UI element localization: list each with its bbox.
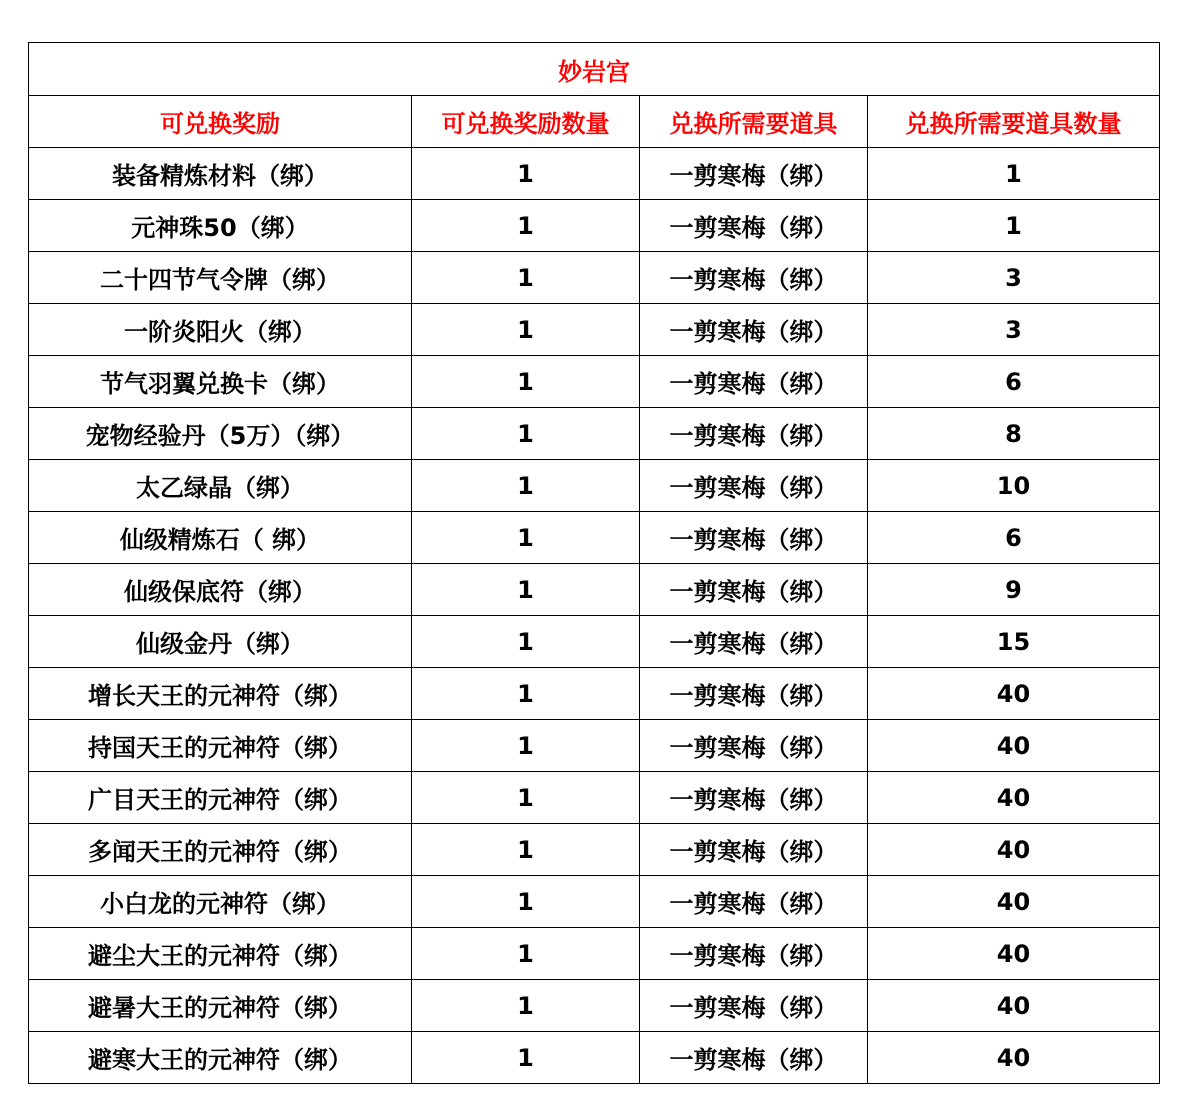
cell-required-item: 一剪寒梅（绑） (640, 824, 868, 876)
title-row (29, 43, 1160, 96)
cell-reward: 装备精炼材料（绑） (29, 148, 412, 200)
cell-reward: 节气羽翼兑换卡（绑） (29, 356, 412, 408)
cell-reward: 太乙绿晶（绑） (29, 460, 412, 512)
table-row (29, 772, 1160, 824)
header-required-item: 兑换所需要道具 (640, 96, 868, 148)
table-row (29, 668, 1160, 720)
cell-required-item: 一剪寒梅（绑） (640, 200, 868, 252)
cell-reward: 避寒大王的元神符（绑） (29, 1032, 412, 1084)
cell-required-qty: 1 (868, 200, 1160, 252)
cell-required-qty: 3 (868, 252, 1160, 304)
cell-reward: 元神珠50（绑） (29, 200, 412, 252)
cell-required-item: 一剪寒梅（绑） (640, 356, 868, 408)
cell-required-qty: 40 (868, 928, 1160, 980)
table-row (29, 200, 1160, 252)
cell-reward-qty: 1 (412, 824, 640, 876)
header-reward-qty: 可兑换奖励数量 (412, 96, 640, 148)
cell-reward: 仙级精炼石（ 绑） (29, 512, 412, 564)
cell-reward-qty: 1 (412, 668, 640, 720)
table-row (29, 876, 1160, 928)
cell-required-item: 一剪寒梅（绑） (640, 304, 868, 356)
header-reward: 可兑换奖励 (29, 96, 412, 148)
cell-reward-qty: 1 (412, 1032, 640, 1084)
table-row (29, 460, 1160, 512)
cell-required-item: 一剪寒梅（绑） (640, 616, 868, 668)
header-row (29, 96, 1160, 148)
cell-reward: 多闻天王的元神符（绑） (29, 824, 412, 876)
cell-required-item: 一剪寒梅（绑） (640, 980, 868, 1032)
cell-required-qty: 40 (868, 772, 1160, 824)
cell-required-qty: 3 (868, 304, 1160, 356)
cell-required-qty: 40 (868, 668, 1160, 720)
table-row (29, 304, 1160, 356)
cell-required-qty: 40 (868, 1032, 1160, 1084)
table-row (29, 356, 1160, 408)
cell-required-qty: 40 (868, 720, 1160, 772)
cell-required-item: 一剪寒梅（绑） (640, 512, 868, 564)
cell-reward-qty: 1 (412, 512, 640, 564)
cell-reward: 避尘大王的元神符（绑） (29, 928, 412, 980)
cell-reward-qty: 1 (412, 252, 640, 304)
table-row (29, 824, 1160, 876)
exchange-table (28, 42, 1160, 1084)
cell-reward: 避暑大王的元神符（绑） (29, 980, 412, 1032)
cell-reward-qty: 1 (412, 408, 640, 460)
table-row (29, 980, 1160, 1032)
cell-reward-qty: 1 (412, 304, 640, 356)
table-row (29, 148, 1160, 200)
cell-reward: 仙级金丹（绑） (29, 616, 412, 668)
cell-required-qty: 9 (868, 564, 1160, 616)
table-row (29, 1032, 1160, 1084)
cell-reward-qty: 1 (412, 356, 640, 408)
cell-reward-qty: 1 (412, 772, 640, 824)
cell-required-qty: 1 (868, 148, 1160, 200)
cell-required-qty: 6 (868, 512, 1160, 564)
table-row (29, 512, 1160, 564)
cell-required-item: 一剪寒梅（绑） (640, 772, 868, 824)
table-row (29, 616, 1160, 668)
cell-reward-qty: 1 (412, 876, 640, 928)
table-title: 妙岩宫 (29, 43, 1160, 96)
cell-reward-qty: 1 (412, 980, 640, 1032)
cell-required-item: 一剪寒梅（绑） (640, 668, 868, 720)
cell-required-qty: 40 (868, 824, 1160, 876)
table-row (29, 564, 1160, 616)
cell-required-item: 一剪寒梅（绑） (640, 1032, 868, 1084)
cell-reward: 一阶炎阳火（绑） (29, 304, 412, 356)
cell-required-item: 一剪寒梅（绑） (640, 408, 868, 460)
cell-required-qty: 40 (868, 876, 1160, 928)
cell-required-item: 一剪寒梅（绑） (640, 252, 868, 304)
cell-reward-qty: 1 (412, 928, 640, 980)
cell-required-qty: 40 (868, 980, 1160, 1032)
cell-reward-qty: 1 (412, 200, 640, 252)
cell-reward-qty: 1 (412, 460, 640, 512)
cell-reward: 宠物经验丹（5万）（绑） (29, 408, 412, 460)
cell-required-item: 一剪寒梅（绑） (640, 148, 868, 200)
cell-required-item: 一剪寒梅（绑） (640, 928, 868, 980)
table-row (29, 928, 1160, 980)
cell-reward: 持国天王的元神符（绑） (29, 720, 412, 772)
cell-required-qty: 6 (868, 356, 1160, 408)
cell-required-qty: 10 (868, 460, 1160, 512)
cell-required-item: 一剪寒梅（绑） (640, 460, 868, 512)
cell-required-item: 一剪寒梅（绑） (640, 720, 868, 772)
cell-required-item: 一剪寒梅（绑） (640, 876, 868, 928)
cell-required-qty: 15 (868, 616, 1160, 668)
cell-reward-qty: 1 (412, 148, 640, 200)
table-row (29, 252, 1160, 304)
cell-reward: 广目天王的元神符（绑） (29, 772, 412, 824)
cell-reward: 二十四节气令牌（绑） (29, 252, 412, 304)
cell-required-qty: 8 (868, 408, 1160, 460)
cell-reward-qty: 1 (412, 720, 640, 772)
cell-reward: 增长天王的元神符（绑） (29, 668, 412, 720)
table-row (29, 408, 1160, 460)
table-body (29, 148, 1160, 1084)
cell-reward: 小白龙的元神符（绑） (29, 876, 412, 928)
table-row (29, 720, 1160, 772)
header-required-qty: 兑换所需要道具数量 (868, 96, 1160, 148)
cell-reward-qty: 1 (412, 616, 640, 668)
cell-required-item: 一剪寒梅（绑） (640, 564, 868, 616)
cell-reward-qty: 1 (412, 564, 640, 616)
cell-reward: 仙级保底符（绑） (29, 564, 412, 616)
